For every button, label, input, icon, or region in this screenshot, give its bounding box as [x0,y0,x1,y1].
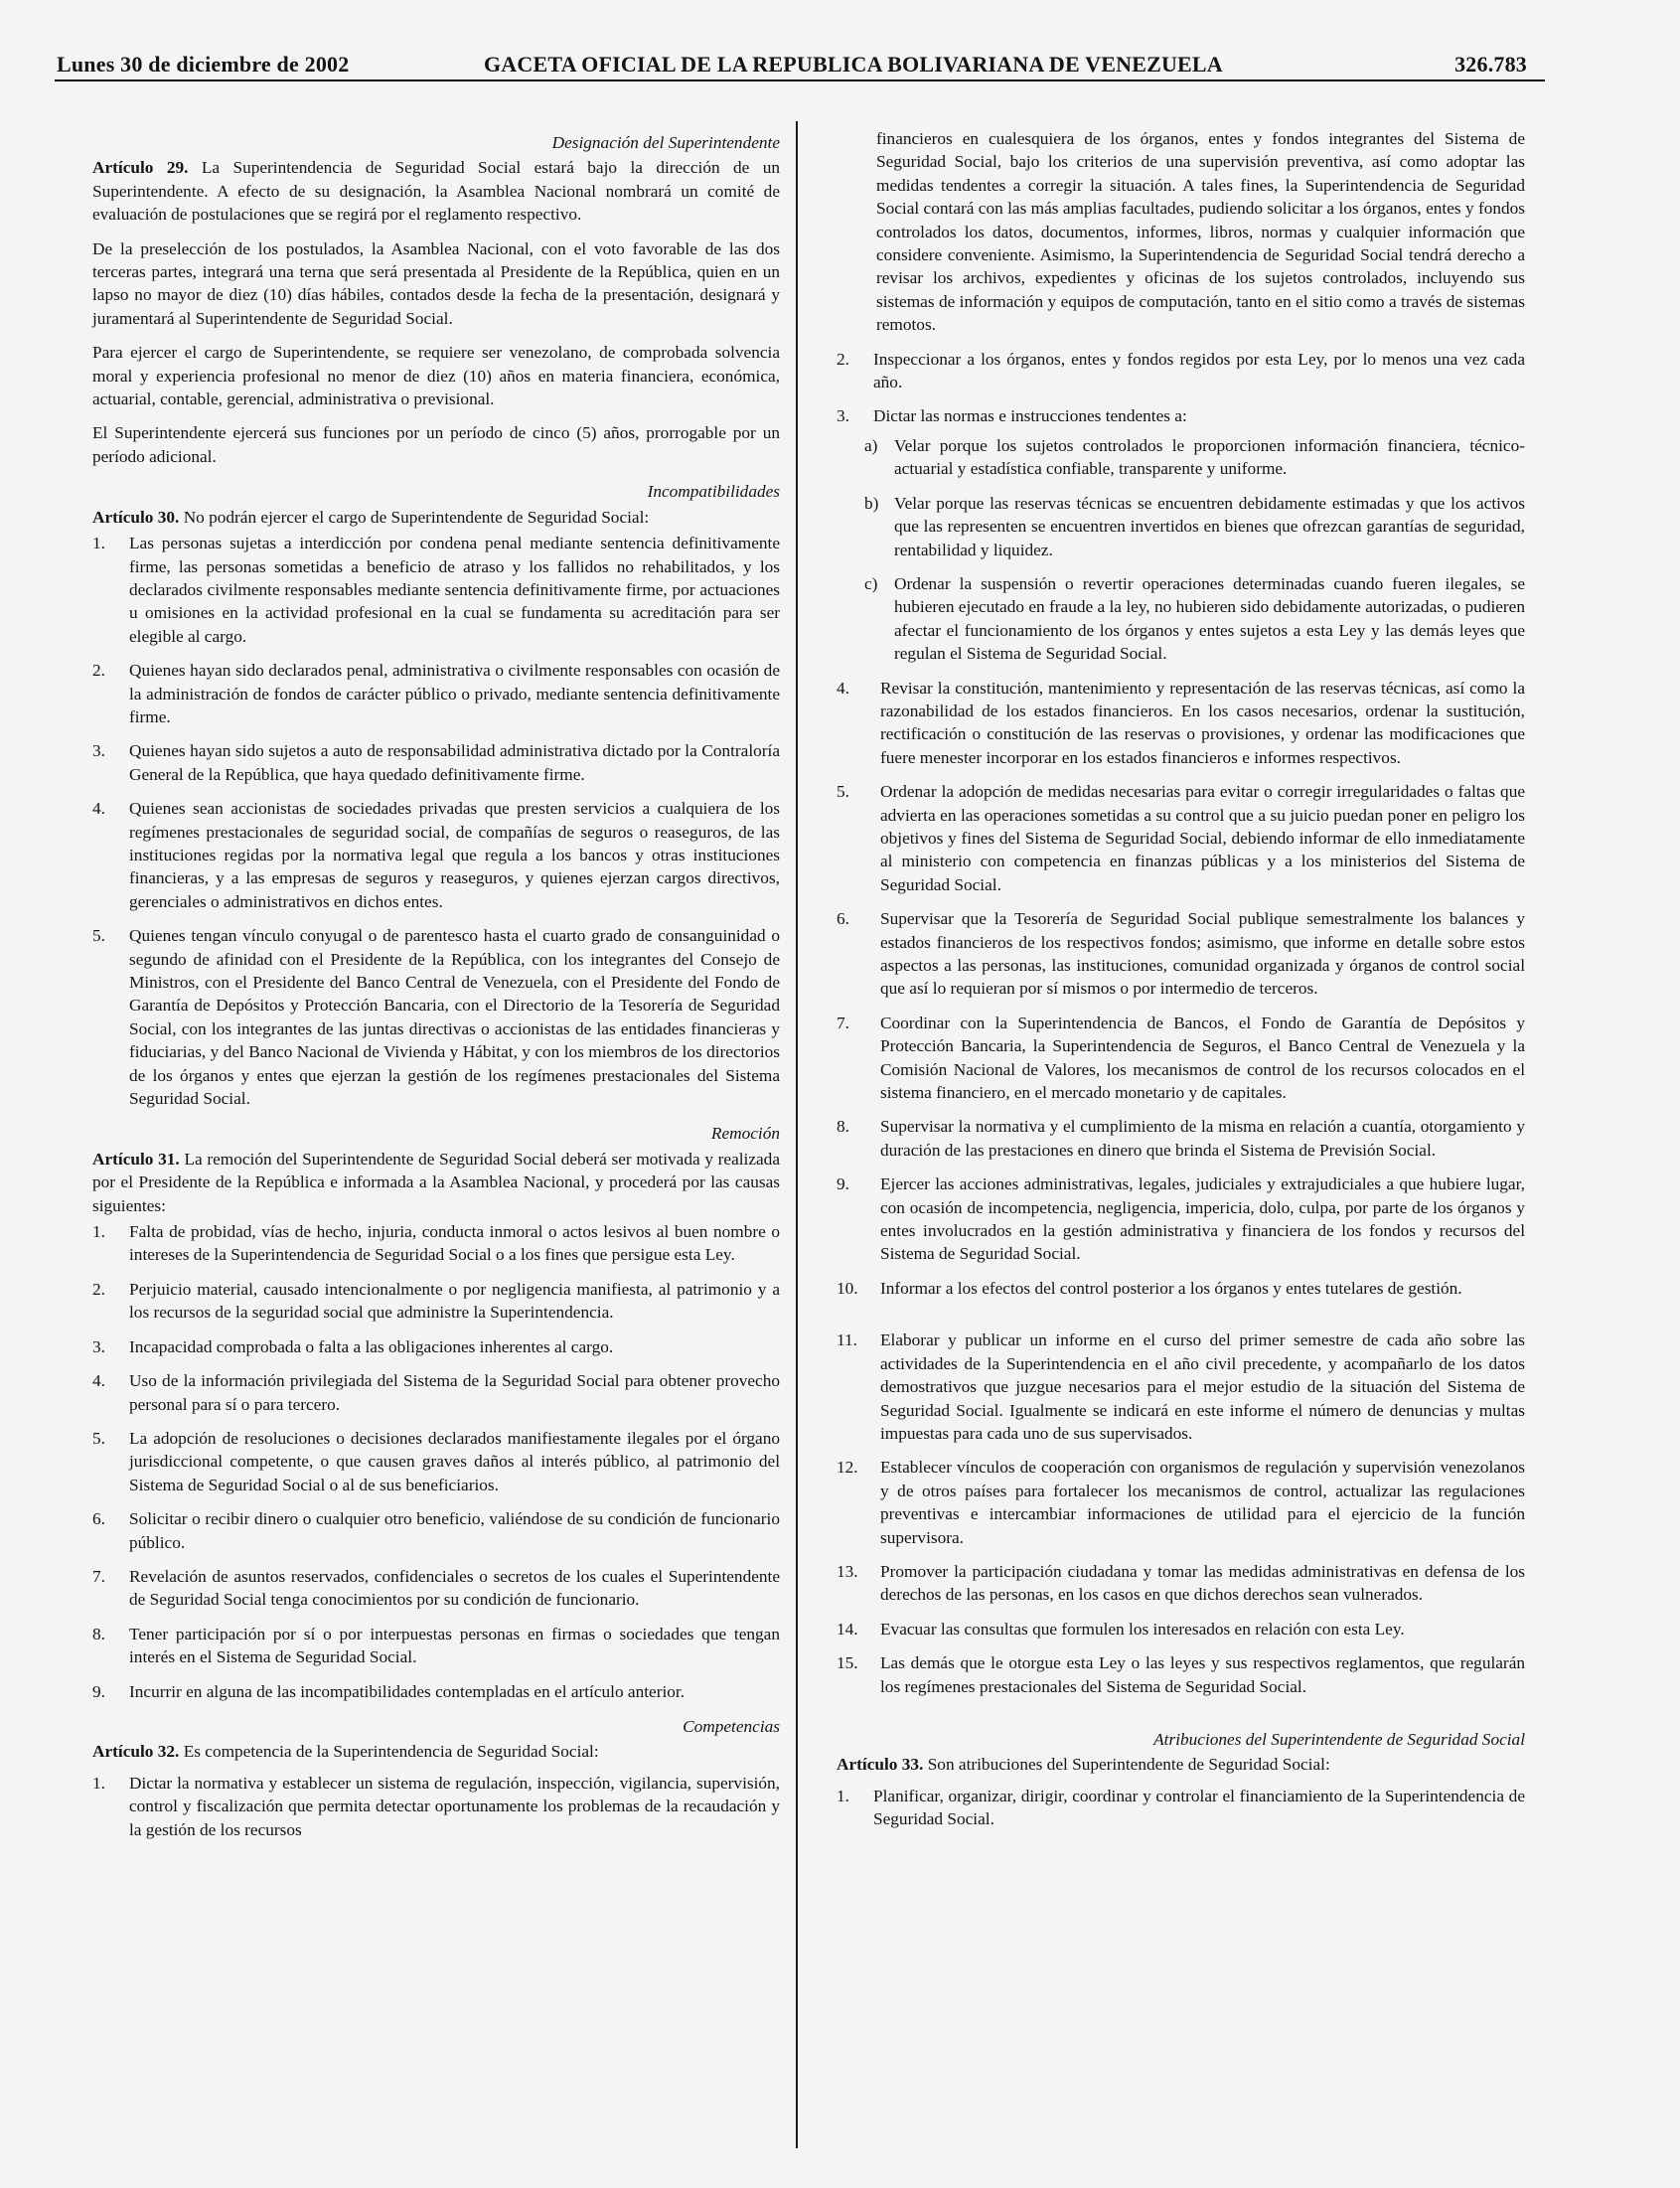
list-item [92,1623,780,1669]
list-item [92,1278,780,1325]
list-letter: a) [864,435,878,455]
list-text: Elaborar y publicar un informe en el curso del primer semestre de cada año sobre las actividades de la Superintendencia en el año civil precedente, y acompañarlo de los datos demostrativos que juzgue necesarios para el mejor estudio de la situación del Sistema de Seguridad Social. Igualmente se indicará en este informe el número de denuncias y multas impuestas para cada uno de sus supervisados. [880,1330,1525,1443]
list-text: Dictar la normativa y establecer un sistema de regulación, inspección, vigilancia, supervisión, control y fiscalización que permita detectar oportunamente los problemas de la recaudación y la gestión de los recursos [129,1773,780,1839]
list-item [92,659,780,728]
list-text: Quienes hayan sido declarados penal, administrativa o civilmente responsables con ocasión de la administración de fondos de carácter público o privado, mediante sentencia definitivamente firme. [129,661,780,726]
list-text: Perjuicio material, causado intencionalmente o por negligencia manifiesta, al patrimonio y a los recursos de la seguridad social que administre la Superintendencia. [129,1279,780,1323]
list-number: 15. [837,1653,858,1673]
article-paragraph [92,1740,780,1763]
article-label: Artículo 32. [92,1742,180,1762]
article-text: La Superintendencia de Seguridad Social estará bajo la dirección de un Superintendente. A efecto de su designación, la Asamblea Nacional nombrará un comité de evaluación de postulaciones que se regirá por el reglamento respectivo. [92,158,780,225]
article-paragraph [837,1753,1525,1776]
list-text: Coordinar con la Superintendencia de Bancos, el Fondo de Garantía de Depósitos y Protección Bancaria, la Superintendencia de Seguros, el Banco Central de Venezuela y la Comisión Nacional de Valores, los mecanismos de control de los recursos colocados en el sistema financiero, en el mercado monetario y de capitales. [880,1013,1525,1103]
article-paragraph [92,1148,780,1217]
list-number: 9. [92,1681,105,1701]
continued-text: financieros en cualesquiera de los órganos, entes y fondos integrantes del Sistema de Seguridad Social, bajo los criterios de una supervisión preventiva, así como adoptar las medidas tendentes a corregir la situación. A tales fines, la Superintendencia de Seguridad Social contará con las más amplias facultades, pudiendo solicitar a los órganos, entes y fondos controlados los datos, documentos, informes, libros, normas y cualquier información que considere conveniente. Asimismo, la Superintendencia de Seguridad Social tendrá derecho a revisar los archivos, expedientes y oficinas de los sujetos controlados, incluyendo sus sistemas de información y equipos de computación, tanto en el sitio como a través de sistemas remotos. [876,129,1525,335]
section-heading: Remoción [710,1124,780,1144]
list-number: 9. [837,1174,849,1194]
list-text: Dictar las normas e instrucciones tendentes a: [873,406,1187,426]
section-heading: Competencias [683,1716,780,1736]
page-header [55,50,1545,81]
list-text: Informar a los efectos del control posterior a los órganos y entes tutelares de gestión. [880,1278,1462,1298]
list-item [837,1785,1525,1831]
section-heading: Atribuciones del Superintendente de Seguridad Social [1153,1729,1525,1749]
list-text: Velar porque las reservas técnicas se encuentren debidamente estimadas y que los activos que las representen se encuentren invertidos en bienes que ofrezcan garantías de seguridad, rentabilidad y liquidez. [894,493,1525,559]
list-number: 7. [92,1566,105,1586]
list-item [92,797,780,913]
list-number: 11. [837,1330,857,1350]
list-text: Las demás que le otorgue esta Ley o las leyes y sus respectivos reglamentos, que regularán los regímenes prestacionales del Sistema de Seguridad Social. [880,1653,1525,1696]
sub-list-item [864,492,1525,561]
list-item [92,1220,780,1267]
list-item [92,1335,780,1358]
list-text: Establecer vínculos de cooperación con organismos de regulación y supervisión venezolanos y de otros países para fortalecer los mecanismos de control, actualizar las regulaciones preventivas e intercambiar informaciones de utilidad para el ejercicio de la función supervisora. [880,1458,1525,1547]
section-heading: Designación del Superintendente [551,133,780,152]
list-number: 4. [92,799,105,819]
article-label: Artículo 33. [837,1755,924,1775]
article-text: Son atribuciones del Superintendente de Seguridad Social: [927,1755,1330,1775]
list-text: Ejercer las acciones administrativas, legales, judiciales y extrajudiciales a que hubiere lugar, con ocasión de incompetencia, negligencia, impericia, dolo, culpa, por parte de los órganos y entes involucrados en la gestión administrativa y financiera de los fondos y recursos del Sistema de Seguridad Social. [880,1174,1525,1264]
list-item [92,1772,780,1841]
list-text: La adopción de resoluciones o decisiones declarados manifiestamente ilegales por el órgano jurisdiccional competente, o que causen graves daños al interés público, al patrimonio del Sistema de Seguridad Social o al de sus beneficiarios. [129,1428,780,1494]
list-number: 5. [92,1428,105,1448]
list-number: 3. [837,406,849,426]
article-text: No podrán ejercer el cargo de Superintendente de Seguridad Social: [183,507,650,527]
list-text: Supervisar la normativa y el cumplimiento de la misma en relación a cuantía, otorgamiento y duración de las prestaciones en dinero que brinda el Sistema de Previsión Social. [880,1117,1525,1160]
list-number: 2. [92,661,105,681]
article-paragraph [92,156,780,226]
list-number: 4. [837,678,849,698]
list-text: Incapacidad comprobada o falta a las obligaciones inherentes al cargo. [129,1336,614,1356]
list-text: Solicitar o recibir dinero o cualquier otro beneficio, valiéndose de su condición de funcionario público. [129,1509,780,1552]
article-paragraph: De la preselección de los postulados, la Asamblea Nacional, con el voto favorable de las dos terceras partes, integrará una terna que será presentada al Presidente de la República, quien en un lapso no mayor de diez (10) días hábiles, contados desde la fecha de la presentación, designará y juramentará al Superintendente de Seguridad Social. [92,238,780,328]
right-column [837,127,1525,1842]
article-text: La remoción del Superintendente de Seguridad Social deberá ser motivada y realizada por el Presidente de la República e informada a la Asamblea Nacional, y procederá por las causas siguientes: [92,1149,780,1215]
list-number: 2. [837,349,849,369]
list-number: 6. [92,1509,105,1529]
article-label: Artículo 30. [92,507,180,527]
list-item [837,1560,1525,1607]
list-item [837,1172,1525,1266]
list-text: Quienes hayan sido sujetos a auto de responsabilidad administrativa dictado por la Contraloría General de la República, que haya quedado definitivamente firme. [129,741,780,784]
list-item [837,1618,1525,1641]
sub-list [864,434,1525,666]
list-text: Revisar la constitución, mantenimiento y representación de las reservas técnicas, así como la razonabilidad de los estados financieros. En los casos necesarios, ordenar la sustitución, rectificación o constitución de las reservas o provisiones, y ordenar las modificaciones que fuere menester incorporar en los estados financieros e informes respectivos. [880,678,1525,767]
list-item [837,1456,1525,1549]
list-item [92,532,780,648]
list-text: Evacuar las consultas que formulen los interesados en relación con esta Ley. [880,1619,1405,1639]
list-number: 1. [92,1222,105,1242]
article-paragraph: Para ejercer el cargo de Superintendente, se requiere ser venezolano, de comprobada solvencia moral y experiencia profesional no menor de diez (10) años en materia financiera, económica, actuarial, contable, gerencial, administrativa o previsional. [92,343,780,409]
list-item [837,1328,1525,1445]
header-page-number: 326.783 [1454,52,1527,77]
article-30-list [92,532,780,1110]
list-text: Planificar, organizar, dirigir, coordinar y controlar el financiamiento de la Superintendencia de Seguridad Social. [873,1786,1525,1829]
list-item [837,780,1525,896]
list-number: 12. [837,1458,858,1478]
article-31-list [92,1220,780,1703]
list-item [837,677,1525,770]
article-label: Artículo 31. [92,1149,180,1169]
list-text: Revelación de asuntos reservados, confidenciales o secretos de los cuales el Superintendente de Seguridad Social tenga conocimientos por su condición de funcionario. [129,1566,780,1610]
list-number: 1. [92,534,105,553]
list-text: Quienes sean accionistas de sociedades privadas que presten servicios a cualquiera de los regímenes prestacionales de seguridad social, de compañías de seguros o reaseguros, de las instituciones regidas por la normativa legal que regula a los bancos y otras instituciones financieras, y a las empresas de seguros y reaseguros, y quienes ejerzan cargos directivos, gerenciales o administrativos en dichos entes. [129,799,780,911]
header-date: Lunes 30 de diciembre de 2002 [57,52,350,77]
list-number: 5. [92,926,105,946]
list-number: 1. [92,1773,105,1793]
list-text: Velar porque los sujetos controlados le proporcionen información financiera, técnico-actuarial y estadística confiable, transparente y uniforme. [894,435,1525,479]
list-item [92,924,780,1110]
list-number: 13. [837,1561,858,1581]
sub-list-item [864,434,1525,481]
list-number: 8. [837,1117,849,1137]
list-item [837,1277,1525,1300]
article-paragraph [92,506,780,529]
list-number: 7. [837,1013,849,1032]
list-number: 1. [837,1786,849,1805]
list-item [92,1565,780,1612]
list-text: Ordenar la adopción de medidas necesarias para evitar o corregir irregularidades o faltas que advierta en las operaciones sometidas a su control que a su juicio puedan poner en peligro los objetivos y fines del Sistema de Seguridad Social, debiendo informar de ello inmediatamente al ministerio con competencia en finanzas públicas y a los ministerios del Sistema de Seguridad Social. [880,782,1525,894]
list-letter: c) [864,573,878,593]
section-heading: Incompatibilidades [647,482,780,502]
article-text: Es competencia de la Superintendencia de Seguridad Social: [183,1742,599,1762]
list-text: Uso de la información privilegiada del Sistema de la Seguridad Social para obtener provecho personal para sí o para tercero. [129,1371,780,1414]
list-text: Quienes tengan vínculo conyugal o de parentesco hasta el cuarto grado de consanguinidad o segundo de afinidad con el Presidente de la República, con los integrantes del Consejo de Ministros, con el Presidente del Banco Central de Venezuela, con el Presidente del Fondo de Garantía de Depósitos y Protección Bancaria, con el Directorio de la Tesorería de Seguridad Social, con los integrantes de las juntas directivas o accionistas de las entidades financieras y fiduciarias, y del Banco Nacional de Vivienda y Hábitat, y con los miembros de los directorios de los órganos y entes que ejerzan la gestión de los regímenes prestacionales del Sistema Seguridad Social. [129,926,780,1109]
list-text: Tener participación por sí o por interpuestas personas en firmas o sociedades que tengan interés en el Sistema de Seguridad Social. [129,1624,780,1667]
list-item [92,1680,780,1703]
list-text: Inspeccionar a los órganos, entes y fondos regidos por esta Ley, por lo menos una vez cada año. [873,349,1525,392]
list-item [92,1369,780,1416]
list-item [92,739,780,786]
list-number: 6. [837,909,849,929]
list-item [837,404,1525,427]
list-text: Promover la participación ciudadana y tomar las medidas administrativas en defensa de los derechos de las personas, en los casos en que dichos derechos sean vulnerados. [880,1561,1525,1605]
article-paragraph: El Superintendente ejercerá sus funciones por un período de cinco (5) años, prorrogable por un período adicional. [92,423,780,466]
article-32-list-continued [837,677,1525,1698]
article-label: Artículo 29. [92,158,189,178]
header-title: GACETA OFICIAL DE LA REPUBLICA BOLIVARIANA DE VENEZUELA [484,52,1223,77]
list-number: 5. [837,782,849,802]
list-item [837,1012,1525,1105]
list-text: Falta de probidad, vías de hecho, injuria, conducta inmoral o actos lesivos al buen nombre o intereses de la Superintendencia de Seguridad Social o a los fines que persigue esta Ley. [129,1222,780,1265]
column-divider [796,121,798,2148]
list-number: 4. [92,1371,105,1391]
list-item [837,1651,1525,1698]
sub-list-item [864,572,1525,666]
list-item [837,348,1525,394]
list-number: 3. [92,741,105,761]
list-number: 3. [92,1336,105,1356]
list-number: 8. [92,1624,105,1643]
list-number: 14. [837,1619,858,1639]
list-text: Incurrir en alguna de las incompatibilidades contempladas en el artículo anterior. [129,1681,686,1701]
list-number: 2. [92,1279,105,1299]
list-letter: b) [864,493,879,513]
list-item [92,1507,780,1554]
list-item [837,907,1525,1001]
list-item [92,1427,780,1496]
list-text: Supervisar que la Tesorería de Seguridad Social publique semestralmente los balances y estados financieros de los respectivos fondos; asimismo, que informe en detalle sobre estos aspectos a las personas, las instituciones, comunidad organizada y órganos de control social que así lo requieran por sí mismos o por intermedio de terceros. [880,909,1525,999]
list-number: 10. [837,1278,858,1298]
left-column [92,127,780,1852]
list-text: Las personas sujetas a interdicción por condena penal mediante sentencia definitivamente firme, las personas sometidas a beneficio de atraso y los fallidos no rehabilitados, y los declarados civilmente responsables mediante sentencia definitivamente firme, por actuaciones u omisiones en la actividad profesional en la cual se fundamenta su acreditación para ser elegible al cargo. [129,534,780,646]
list-text: Ordenar la suspensión o revertir operaciones determinadas cuando fueren ilegales, se hubieren ejecutado en fraude a la ley, no hubieren sido debidamente autorizadas, o pudieren afectar el funcionamiento de los órganos y entes sujetos a esta Ley y las demás leyes que regulan el Sistema de Seguridad Social. [894,573,1525,664]
list-item [837,1115,1525,1162]
